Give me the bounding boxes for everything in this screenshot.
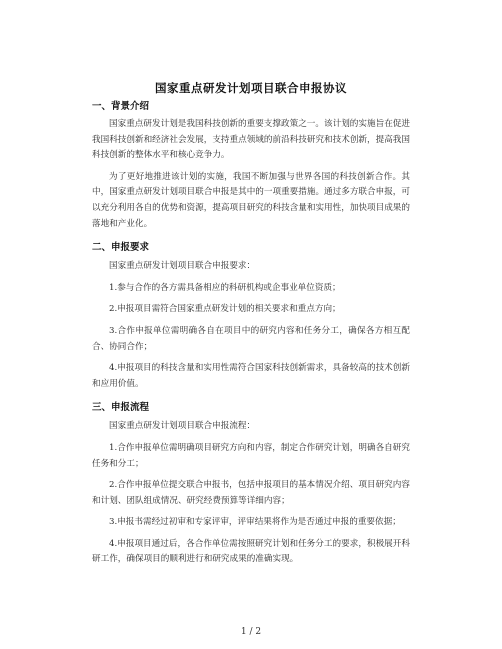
document-body [92,100,410,568]
paragraph: 国家重点研发计划项目联合申报流程： [109,421,256,432]
list-item: 2.合作申报单位提交联合申报书，包括申报项目的基本情况介绍、项目研究内容和计划、团队组成情况、研究经费预算等详细内容； [92,480,410,506]
list-item: 1.参与合作的各方需具备相应的科研机构或企事业单位资质； [109,282,341,293]
list-item: 4.申报项目通过后，各合作单位需按照研究计划和任务分工的要求，积极展开科研工作，确保项目的顺利进行和研究成果的准确实现。 [92,538,410,565]
section-heading-background: 一、背景介绍 [92,101,150,112]
list-item: 4.申报项目的科技含量和实用性需符合国家科技创新需求，具备较高的技术创新和应用价值。 [92,363,410,389]
list-item: 3.申报书需经过初审和专家评审，评审结果将作为是否通过申报的重要依据； [109,517,401,528]
paragraph: 国家重点研发计划项目联合申报要求： [109,261,256,272]
paragraph: 国家重点研发计划是我国科技创新的重要支撑政策之一。该计划的实施旨在促进我国科技创新和经济社会发展，支持重点领域的前沿科技研究和技术创新，提高我国科技创新的整体水平和核心竞争力。 [92,119,410,161]
page-number: 1 / 2 [240,627,262,637]
list-item: 2.申报项目需符合国家重点研发计划的相关要求和重点方向； [109,304,341,315]
document-title: 国家重点研发计划项目联合申报协议 [155,81,347,95]
section-heading-process: 三、申报流程 [92,402,150,414]
section-heading-requirements: 二、申报要求 [92,242,150,254]
list-item: 3.合作申报单位需明确各自在项目中的研究内容和任务分工，确保各方相互配合、协同合作； [92,325,410,352]
list-item: 1.合作申报单位需明确项目研究方向和内容，制定合作研究计划，明确各自研究任务和分工； [92,442,410,469]
paragraph: 为了更好地推进该计划的实施，我国不断加强与世界各国的科技创新合作。其中，国家重点研发计划项目联合申报是其中的一项重要措施。通过多方联合申报，可以充分利用各自的优势和资源，提高项目研究的科技含量和实用性，加快项目成果的落地和产业化。 [92,171,410,229]
